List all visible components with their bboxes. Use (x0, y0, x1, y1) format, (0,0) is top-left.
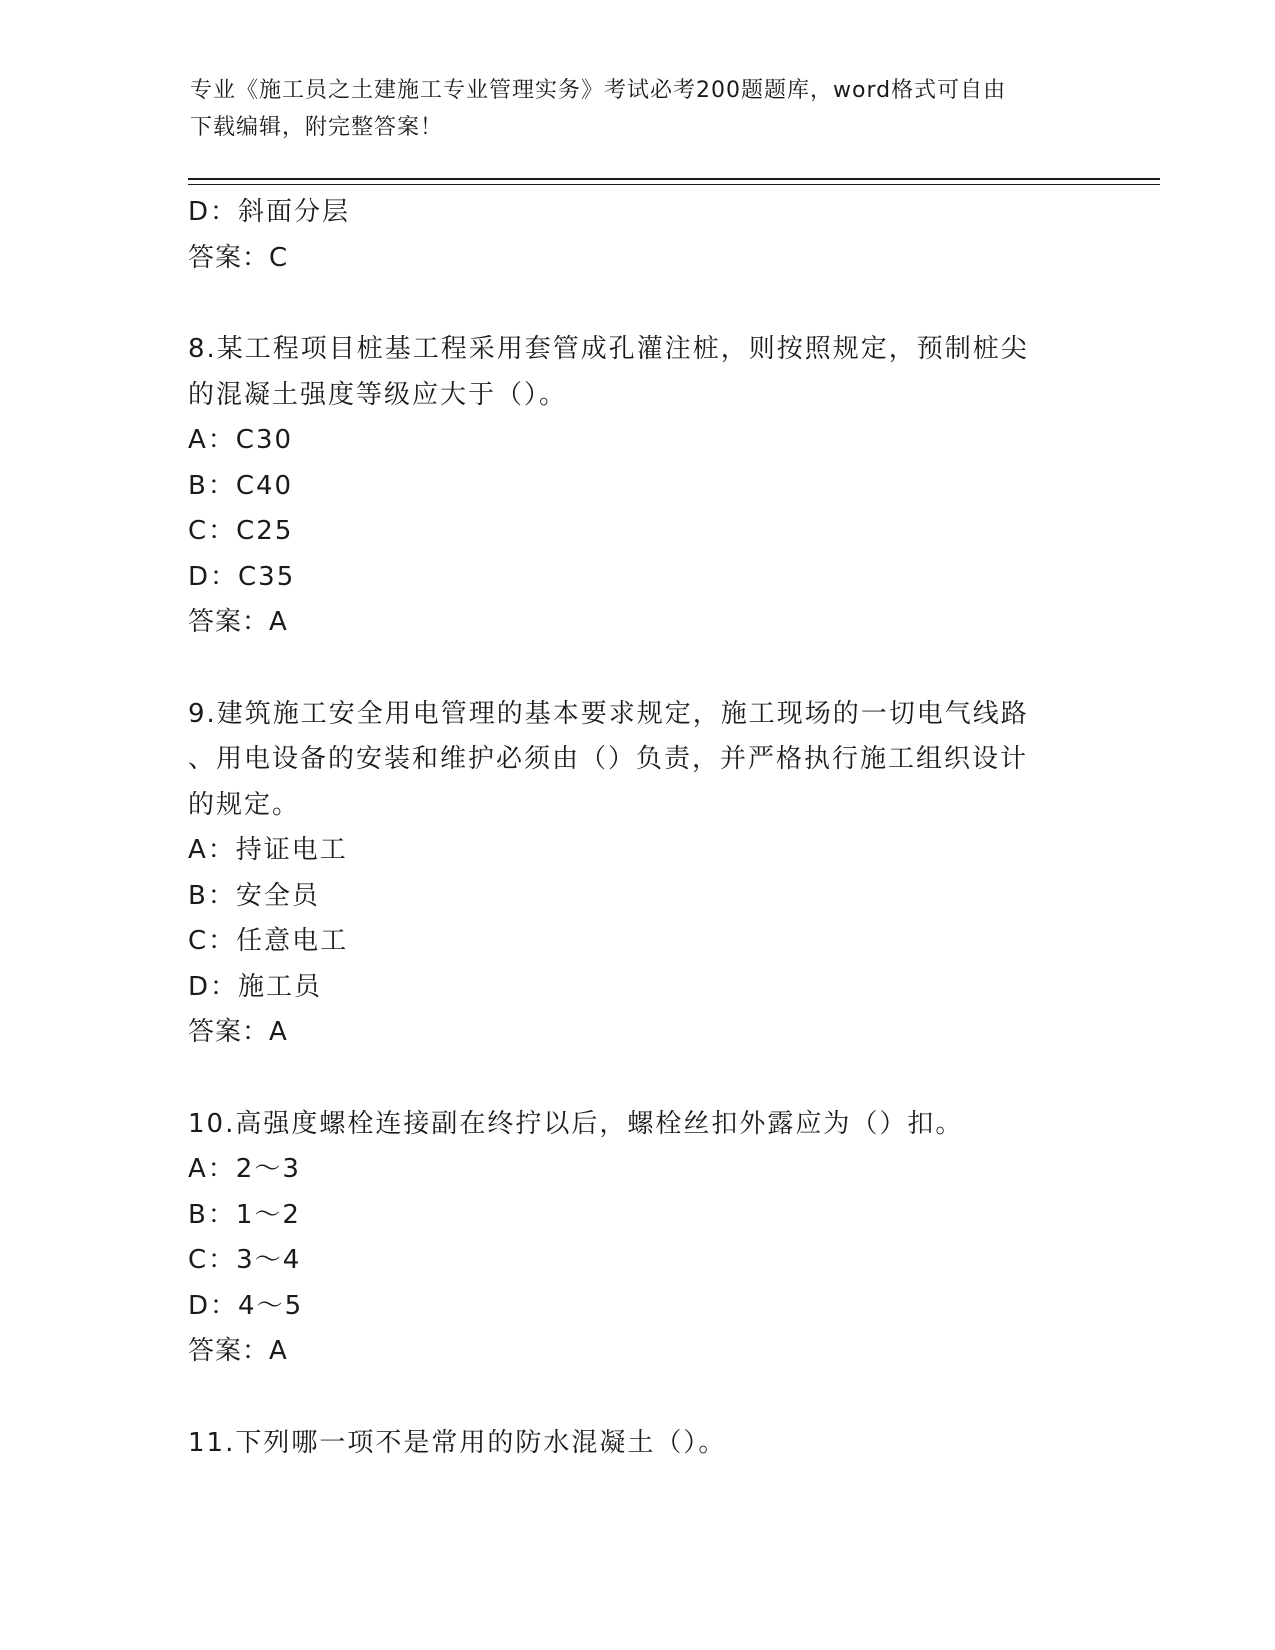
spacer (188, 646, 1088, 692)
header-divider-thick (188, 178, 1160, 180)
spacer (188, 1056, 1088, 1102)
option-a: A：C30 (188, 425, 294, 455)
question-stem-line: 9.建筑施工安全用电管理的基本要求规定，施工现场的一切电气线路 (188, 698, 1029, 729)
option-c: C：任意电工 (188, 926, 349, 956)
spacer (188, 281, 1088, 327)
option-c: C：C25 (188, 516, 294, 546)
question-stem-line: 11.下列哪一项不是常用的防水混凝土（）。 (188, 1427, 727, 1458)
answer: 答案：A (188, 607, 288, 637)
question-11 (188, 1421, 1088, 1467)
option-d: D：4～5 (188, 1290, 304, 1321)
question-stem-line: 、用电设备的安装和维护必须由（）负责，并严格执行施工组织设计 (188, 744, 1029, 774)
prev-answer: 答案：C (188, 242, 289, 273)
spacer (188, 1375, 1088, 1421)
prev-option-d: D：斜面分层 (188, 197, 351, 227)
option-b: B：C40 (188, 470, 294, 501)
question-stem-line: 10.高强度螺栓连接副在终拧以后，螺栓丝扣外露应为（）扣。 (188, 1108, 964, 1139)
option-a: A：持证电工 (188, 835, 348, 865)
question-list (188, 190, 1088, 1466)
option-b: B：安全员 (188, 880, 320, 911)
question-stem-line: 的规定。 (188, 789, 301, 820)
option-b: B：1～2 (188, 1199, 301, 1230)
question-stem-line: 8.某工程项目桩基工程采用套管成孔灌注桩，则按照规定，预制桩尖 (188, 334, 1029, 364)
header-line-2: 下载编辑，附完整答案！ (190, 115, 444, 140)
option-d: D：C35 (188, 561, 296, 592)
question-10 (188, 1102, 1088, 1375)
option-c: C：3～4 (188, 1245, 302, 1275)
answer: 答案：A (188, 1336, 288, 1366)
question-stem-line: 的混凝土强度等级应大于（）。 (188, 379, 568, 410)
option-a: A：2～3 (188, 1154, 301, 1184)
answer: 答案：A (188, 1017, 288, 1047)
header-divider-thin (188, 184, 1160, 185)
document-header (190, 72, 1070, 146)
header-line-1: 专业《施工员之土建施工专业管理实务》考试必考200题题库，word格式可自由 (190, 78, 1007, 103)
question-8 (188, 327, 1088, 646)
option-d: D：施工员 (188, 971, 323, 1002)
question-9 (188, 692, 1088, 1056)
